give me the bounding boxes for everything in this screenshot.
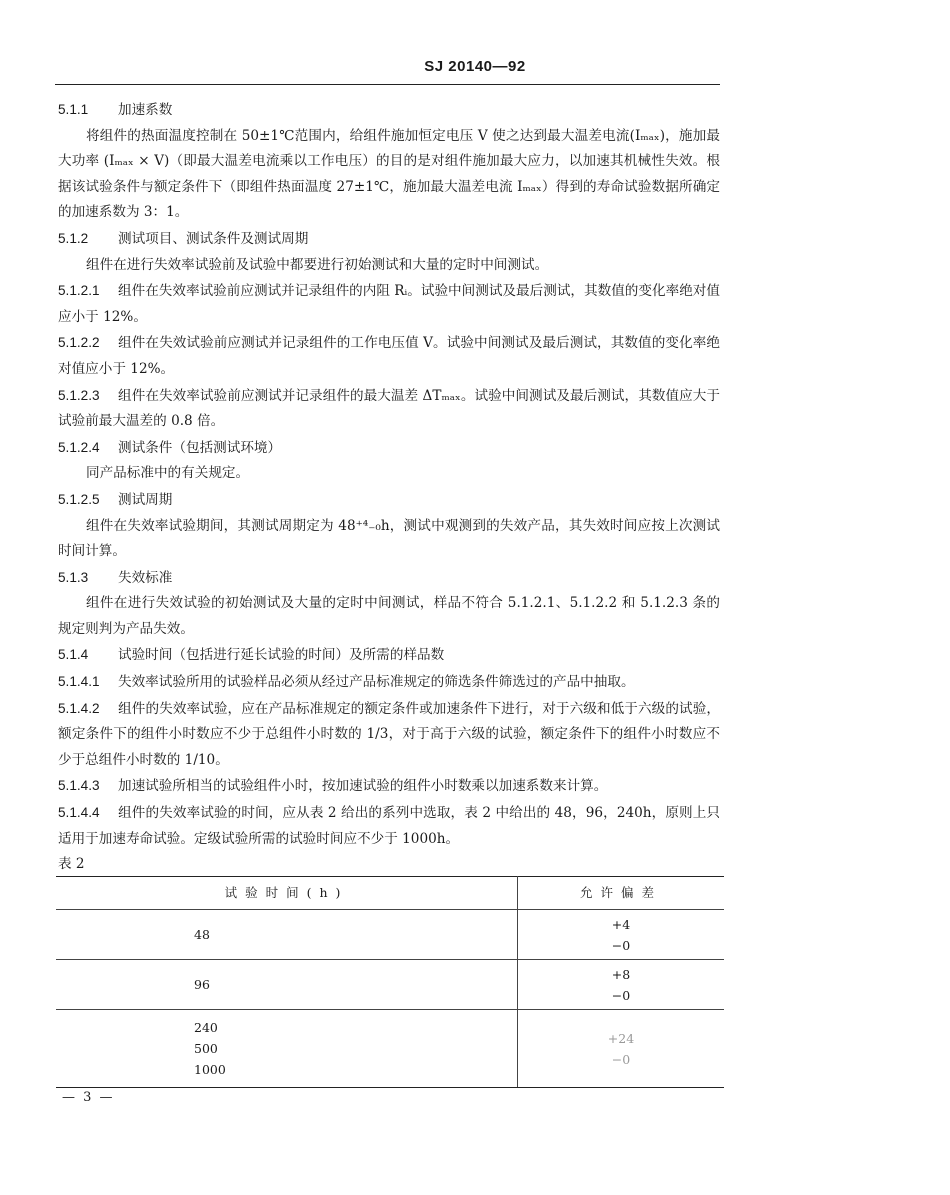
paragraph-text: 试验时间（包括进行延长试验的时间）及所需的样品数 bbox=[118, 647, 445, 664]
section-number: 5.1.4.1 bbox=[58, 674, 100, 690]
paragraph-text: 加速试验所相当的试验组件小时，按加速试验的组件小时数乘以加速系数来计算。 bbox=[118, 778, 608, 795]
section-number: 5.1.2.3 bbox=[58, 387, 100, 403]
col-header-test-time: 试验时间(h) bbox=[56, 877, 518, 910]
section-number: 5.1.4.4 bbox=[58, 805, 100, 821]
section-paragraph bbox=[58, 278, 720, 330]
body-paragraph bbox=[58, 461, 720, 487]
section-number: 5.1.2.5 bbox=[58, 491, 100, 507]
paragraph-text: 将组件的热面温度控制在 50±1℃范围内，给组件施加恒定电压 V 使之达到最大温差电流(Iₘₐₓ)，施加最大功率 (Iₘₐₓ × V)（即最大温差电流乘以工作电压）的目的是对组件施加最大应力，以加速其机械性失效。根据该试验条件与额定条件下（即组件热面温度 27±1℃，施加最大温差电流 Iₘₐₓ）得到的寿命试验数据所确定的加速系数为 3：1。 bbox=[58, 127, 720, 221]
section-paragraph bbox=[58, 800, 720, 852]
paragraph-text: 组件在进行失效试验的初始测试及大量的定时中间测试，样品不符合 5.1.2.1、5.1.2.2 和 5.1.2.3 条的规定则判为产品失效。 bbox=[58, 595, 720, 637]
paragraph-text: 组件的失效率试验的时间，应从表 2 给出的系列中选取，表 2 中给出的 48，96，240h，原则上只适用于加速寿命试验。定级试验所需的试验时间应不少于 1000h。 bbox=[58, 805, 720, 847]
paragraph-text: 测试周期 bbox=[118, 491, 173, 508]
test-time-cell bbox=[56, 960, 518, 1010]
section-number: 5.1.4.3 bbox=[58, 778, 100, 794]
test-time-cell bbox=[56, 1010, 518, 1088]
test-time-value: 240 bbox=[194, 1020, 218, 1036]
table-body bbox=[56, 910, 724, 1088]
table-caption: 表 2 bbox=[58, 856, 85, 873]
section-number: 5.1.1 bbox=[58, 102, 89, 117]
test-time-value: 48 bbox=[194, 927, 210, 943]
test-time-value: 96 bbox=[194, 977, 210, 993]
body-paragraph bbox=[58, 253, 720, 279]
paragraph-text: 组件在进行失效率试验前及试验中都要进行初始测试和大量的定时中间测试。 bbox=[86, 256, 549, 273]
body-paragraph bbox=[58, 124, 720, 226]
body-paragraph bbox=[58, 591, 720, 642]
col-header-tolerance: 允许偏差 bbox=[518, 877, 725, 910]
paragraph-text: 测试条件（包括测试环境） bbox=[118, 439, 282, 456]
tolerance-minus: −0 bbox=[611, 1051, 631, 1067]
section-number: 5.1.4.2 bbox=[58, 700, 100, 716]
paragraph-text: 组件在失效率试验前应测试并记录组件的内阻 Rᵢ。试验中间测试及最后测试，其数值的变化率绝对值应小于 12%。 bbox=[58, 283, 720, 325]
section-number: 5.1.2.4 bbox=[58, 439, 100, 455]
tolerance-cell bbox=[518, 960, 725, 1010]
tolerance-table bbox=[56, 876, 724, 1088]
section-number: 5.1.2 bbox=[58, 230, 89, 246]
table-header-row bbox=[56, 877, 724, 910]
section-number: 5.1.2.2 bbox=[58, 335, 100, 351]
test-time-value: 1000 bbox=[194, 1062, 226, 1078]
section-paragraph bbox=[58, 696, 720, 774]
tolerance-cell bbox=[518, 1010, 725, 1088]
paragraph-text: 测试项目、测试条件及测试周期 bbox=[118, 230, 309, 247]
table-row bbox=[56, 960, 724, 1010]
section-paragraph bbox=[58, 487, 720, 514]
paragraph-text: 失效率试验所用的试验样品必须从经过产品标准规定的筛选条件筛选过的产品中抽取。 bbox=[118, 674, 635, 691]
tolerance-plus: +8 bbox=[611, 966, 631, 982]
section-paragraph bbox=[58, 226, 720, 253]
section-number: 5.1.4 bbox=[58, 647, 89, 663]
section-paragraph bbox=[58, 435, 720, 462]
paragraph-text: 组件在失效试验前应测试并记录组件的工作电压值 V。试验中间测试及最后测试，其数值的变化率绝对值应小于 12%。 bbox=[58, 335, 720, 377]
tolerance-minus: −0 bbox=[611, 937, 631, 953]
section-paragraph bbox=[58, 330, 720, 382]
paragraph-list bbox=[58, 97, 720, 852]
test-time-value: 500 bbox=[194, 1041, 218, 1057]
document-number: SJ 20140—92 bbox=[424, 58, 526, 75]
paragraph-text: 组件在失效率试验前应测试并记录组件的最大温差 ΔTₘₐₓ。试验中间测试及最后测试，其数值应大于试验前最大温差的 0.8 倍。 bbox=[58, 387, 720, 430]
section-paragraph bbox=[58, 669, 720, 696]
paragraph-text: 同产品标准中的有关规定。 bbox=[86, 465, 250, 482]
paragraph-text: 组件的失效率试验，应在产品标准规定的额定条件或加速条件下进行，对于六级和低于六级的试验，额定条件下的组件小时数应不少于总组件小时数的 1/3，对于高于六级的试验，额定条件下的组件小时数应不少于总组件小时数的 1/10。 bbox=[58, 700, 720, 768]
section-paragraph bbox=[58, 97, 720, 124]
header-rule bbox=[55, 84, 720, 85]
section-number: 5.1.3 bbox=[58, 569, 89, 585]
tolerance-cell bbox=[518, 910, 725, 960]
section-paragraph bbox=[58, 383, 720, 435]
tolerance-minus: −0 bbox=[611, 987, 631, 1003]
table-row bbox=[56, 1010, 724, 1088]
test-time-cell bbox=[56, 910, 518, 960]
paragraph-text: 失效标准 bbox=[118, 569, 173, 586]
section-paragraph bbox=[58, 773, 720, 800]
body-paragraph bbox=[58, 514, 720, 565]
tolerance-plus: +4 bbox=[611, 916, 631, 932]
section-number: 5.1.2.1 bbox=[58, 283, 100, 299]
table-row bbox=[56, 910, 724, 960]
section-paragraph bbox=[58, 642, 720, 669]
document-body bbox=[58, 97, 720, 1088]
page-number: — 3 — bbox=[62, 1090, 115, 1105]
section-paragraph bbox=[58, 565, 720, 592]
paragraph-text: 组件在失效率试验期间，其测试周期定为 48⁺⁴₋₀h，测试中观测到的失效产品，其失效时间应按上次测试时间计算。 bbox=[58, 517, 720, 560]
tolerance-plus: +24 bbox=[607, 1030, 635, 1046]
paragraph-text: 加速系数 bbox=[118, 102, 173, 118]
